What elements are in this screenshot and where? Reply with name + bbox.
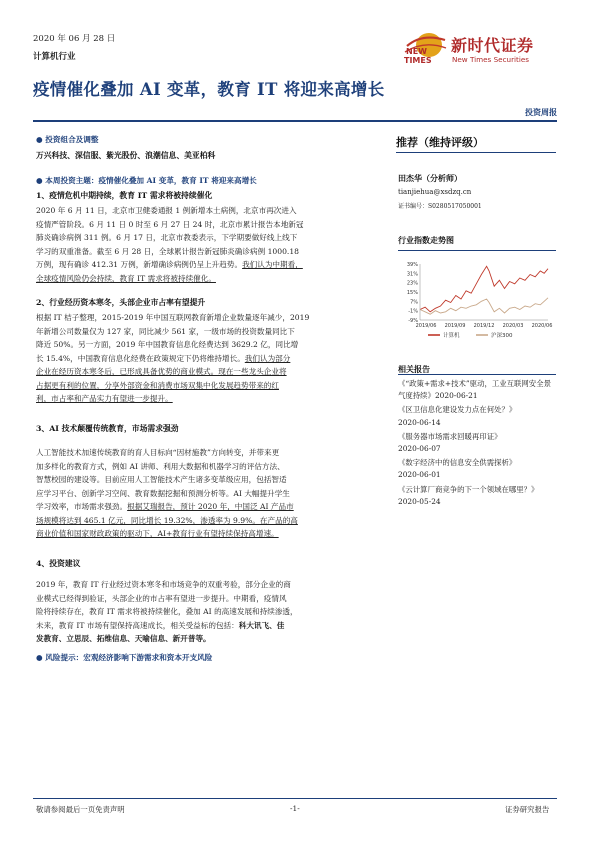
related-date: 2020-06-07 [398, 444, 441, 454]
page-number: -1- [290, 804, 300, 813]
text-line: 2019 年，教育 IT 行业经过资本寒冬和市场竞争的双重考验，部分企业的商 [36, 580, 291, 589]
text-line [36, 258, 376, 272]
y-tick-label: 7% [410, 299, 418, 306]
risk-label: 风险提示：宏观经济影响下游需求和资本开支风险 [45, 653, 213, 662]
footer-rule [33, 798, 557, 799]
text-span: 万例，现有确诊 412.31 万例，新增确诊病例仍呈上升趋势。 [36, 260, 243, 269]
related-item[interactable] [398, 378, 558, 402]
text-line: 2020 年 6 月 11 日，北京市卫健委通报 1 例新增本土病例，北京市再次进入 [36, 206, 297, 215]
related-rule [398, 374, 556, 375]
underlined-text: 商业价值和国家财政政策的驱动下，AI+教育行业有望持续保持高增速。 [36, 529, 279, 538]
page-title: 疫情催化叠加 AI 变革，教育 IT 将迎来高增长 [33, 80, 385, 99]
text-line: 降近 50%。另一方面，2019 年中国教育信息化经费达到 3629.2 亿，同比增 [36, 340, 299, 349]
trend-rule [398, 250, 556, 251]
text-line: 肺炎确诊病例 311 例。6 月 17 日，北京市教委表示，下学期要做好线上线下 [36, 233, 298, 242]
related-label: 相关报告 [398, 364, 430, 374]
x-tick-label: 2020/06 [531, 323, 553, 329]
text-line: 险将持续存在，教育 IT 需求将被持续催化，叠加 AI 的高速发展和持续渗透， [36, 607, 298, 616]
underlined-text: 根据艾瑞报告，预计 2020 年，中国泛 AI 产品市 [127, 502, 294, 511]
underlined-text: 我们认为中期看， [242, 260, 303, 269]
x-tick-label: 2019/09 [444, 323, 466, 329]
related-item[interactable] [398, 457, 558, 469]
report-type: 投资周报 [525, 107, 557, 117]
portfolio-heading [36, 134, 98, 145]
legend-label: 沪深300 [491, 333, 513, 339]
section-1-body [36, 204, 376, 285]
text-line: 人工智能技术加速传统教育的育人目标向“因材施教”方向转变，并带来更 [36, 448, 280, 457]
chart-svg [398, 258, 558, 350]
related-item[interactable] [398, 484, 558, 508]
underlined-text: 企业在经历资本寒冬后，已形成具备优势的商业模式。现在一些龙头企业将 [36, 367, 287, 376]
company-logo-mark [402, 28, 448, 68]
rating-rule [396, 152, 556, 153]
risk-heading [36, 652, 212, 663]
footer-source: 证券研究报告 [505, 805, 550, 814]
section-2-body [36, 311, 376, 406]
x-tick-label: 2019/12 [473, 323, 495, 329]
text-line: 业模式已经得到验证，头部企业的市占率有望进一步提升。中期看，疫情风 [36, 593, 287, 603]
related-title[interactable]: 《云计算厂商竞争的下一个领域在哪里？》 [398, 484, 539, 494]
y-tick-label: -9% [408, 318, 418, 324]
portfolio-stocks: 万兴科技、深信服、紫光股份、浪潮信息、美亚柏科 [36, 151, 216, 160]
section-4-body [36, 578, 376, 646]
related-title[interactable]: 《“政策+需求+技术”驱动，工业互联网安全景气度持续》 [398, 379, 551, 401]
industry-label: 计算机行业 [33, 52, 76, 62]
related-item[interactable] [398, 431, 558, 443]
x-tick-label: 2020/03 [502, 323, 524, 329]
bullet-icon: ● [36, 176, 43, 185]
logo-text-cn: 新时代证券 [451, 36, 534, 55]
underlined-text: 全球疫情风险仍会持续，教育 IT 需求将被持续催化。 [36, 273, 216, 283]
section-1-heading: 1、疫情危机中期持续，教育 IT 需求将被持续催化 [36, 191, 213, 200]
related-list [398, 378, 558, 508]
text-span: 未来，教育 IT 市场有望保持高速成长，相关受益标的包括： [36, 620, 239, 630]
related-title[interactable]: 《数字经济中的信息安全供需探析》 [398, 458, 517, 468]
related-date: 2020-06-14 [398, 417, 441, 427]
header-rule [33, 120, 557, 122]
text-line [36, 619, 376, 633]
underlined-text: 我们认为部分 [244, 353, 291, 363]
trend-label: 行业指数走势图 [398, 235, 454, 245]
text-line: 加多样化的教育方式，例如 AI 讲师、利用大数据和机器学习的评估方法、 [36, 461, 285, 471]
text-line: 智慧校园的建设等。目前应用人工智能技术产生诸多变革级应用，包括智适 [36, 475, 287, 484]
text-line: 根据 IT 桔子整理，2015-2019 年中国互联网教育新增企业数量逐年减少，2019 [36, 313, 310, 322]
text-span: 长 15.4%，中国教育信息化经费在政策规定下仍将维持增长。 [36, 353, 245, 363]
y-tick-label: 15% [406, 290, 418, 296]
y-tick-label: -1% [408, 308, 418, 315]
analyst-name: 田杰华（分析师） [398, 173, 462, 183]
section-3-body [36, 446, 376, 541]
related-title[interactable]: 《区卫信息化建设发力点在何处？》 [398, 405, 517, 415]
y-tick-label: 23% [406, 280, 418, 287]
related-title[interactable]: 《服务器市场需求回暖再印证》 [398, 431, 502, 441]
y-tick-label: 31% [406, 271, 418, 278]
bullet-icon: ● [36, 653, 43, 662]
analyst-cert: 证书编号：S0280517050001 [398, 203, 482, 210]
index-trend-chart [398, 258, 558, 350]
report-date: 2020 年 06 月 28 日 [33, 34, 116, 44]
x-tick-label: 2019/06 [415, 323, 437, 329]
text-line [36, 352, 376, 366]
theme-heading [36, 175, 257, 186]
section-4-heading: 4、投资建议 [36, 559, 81, 568]
related-date: 2020-05-24 [398, 496, 441, 506]
series-line [420, 298, 548, 314]
text-line: 学习的双重准备。截至 6 月 28 日，全球累计报告新冠肺炎确诊病例 1000.18 [36, 246, 299, 256]
rating-label: 推荐（维持评级） [396, 136, 484, 149]
text-line [36, 500, 376, 514]
text-line: 疫情严管阶段。6 月 11 日 0 时至 6 月 27 日 24 时，北京市累计报告本地新冠 [36, 219, 304, 229]
related-date: 2020-06-01 [398, 470, 441, 480]
text-line: 年新增公司数量仅为 127 家，同比减少 561 家，一级市场的投资数量同比下 [36, 326, 295, 336]
underlined-text: 场规模将达到 465.1 亿元，同比增长 19.32%，渗透率为 9.9%。在产品的高 [36, 515, 298, 525]
bullet-icon: ● [36, 135, 43, 144]
analyst-email: tianjiehua@xsdzq.cn [398, 188, 472, 196]
related-date: 2020-06-21 [434, 391, 478, 401]
logo-text-en: New Times Securities [452, 55, 530, 64]
bold-text: 发教育、立思辰、拓维信息、天喻信息、新开普等。 [36, 634, 211, 643]
portfolio-label: 投资组合及调整 [45, 135, 99, 144]
series-line [420, 266, 548, 312]
svg-text:NEW: NEW [406, 47, 427, 56]
theme-label: 本周投资主题：疫情催化叠加 AI 变革，教育 IT 将迎来高增长 [45, 176, 257, 185]
underlined-text: 占据更有利的位置，分享外部资金和消费市场双集中化发展趋势带来的红 [36, 380, 279, 390]
text-span: 学习效率，市场需求强劲。 [36, 502, 128, 511]
section-2-heading: 2、行业经历资本寒冬，头部企业市占率有望提升 [36, 298, 206, 307]
svg-text:TIMES: TIMES [404, 56, 432, 65]
underlined-text: 利，市占率和产品实力有望进一步提升。 [36, 394, 173, 403]
related-item[interactable] [398, 404, 558, 416]
bold-text: 科大讯飞、佳 [238, 620, 285, 630]
section-3-heading: 3、AI 技术颠覆传统教育，市场需求强劲 [36, 424, 179, 433]
legend-label: 计算机 [443, 333, 460, 339]
y-tick-label: 39% [406, 262, 418, 268]
footer-disclaimer: 敬请参阅最后一页免责声明 [36, 805, 125, 814]
text-line: 应学习平台、创新学习空间、教育数据挖掘和预测分析等。AI 大幅提升学生 [36, 488, 290, 498]
